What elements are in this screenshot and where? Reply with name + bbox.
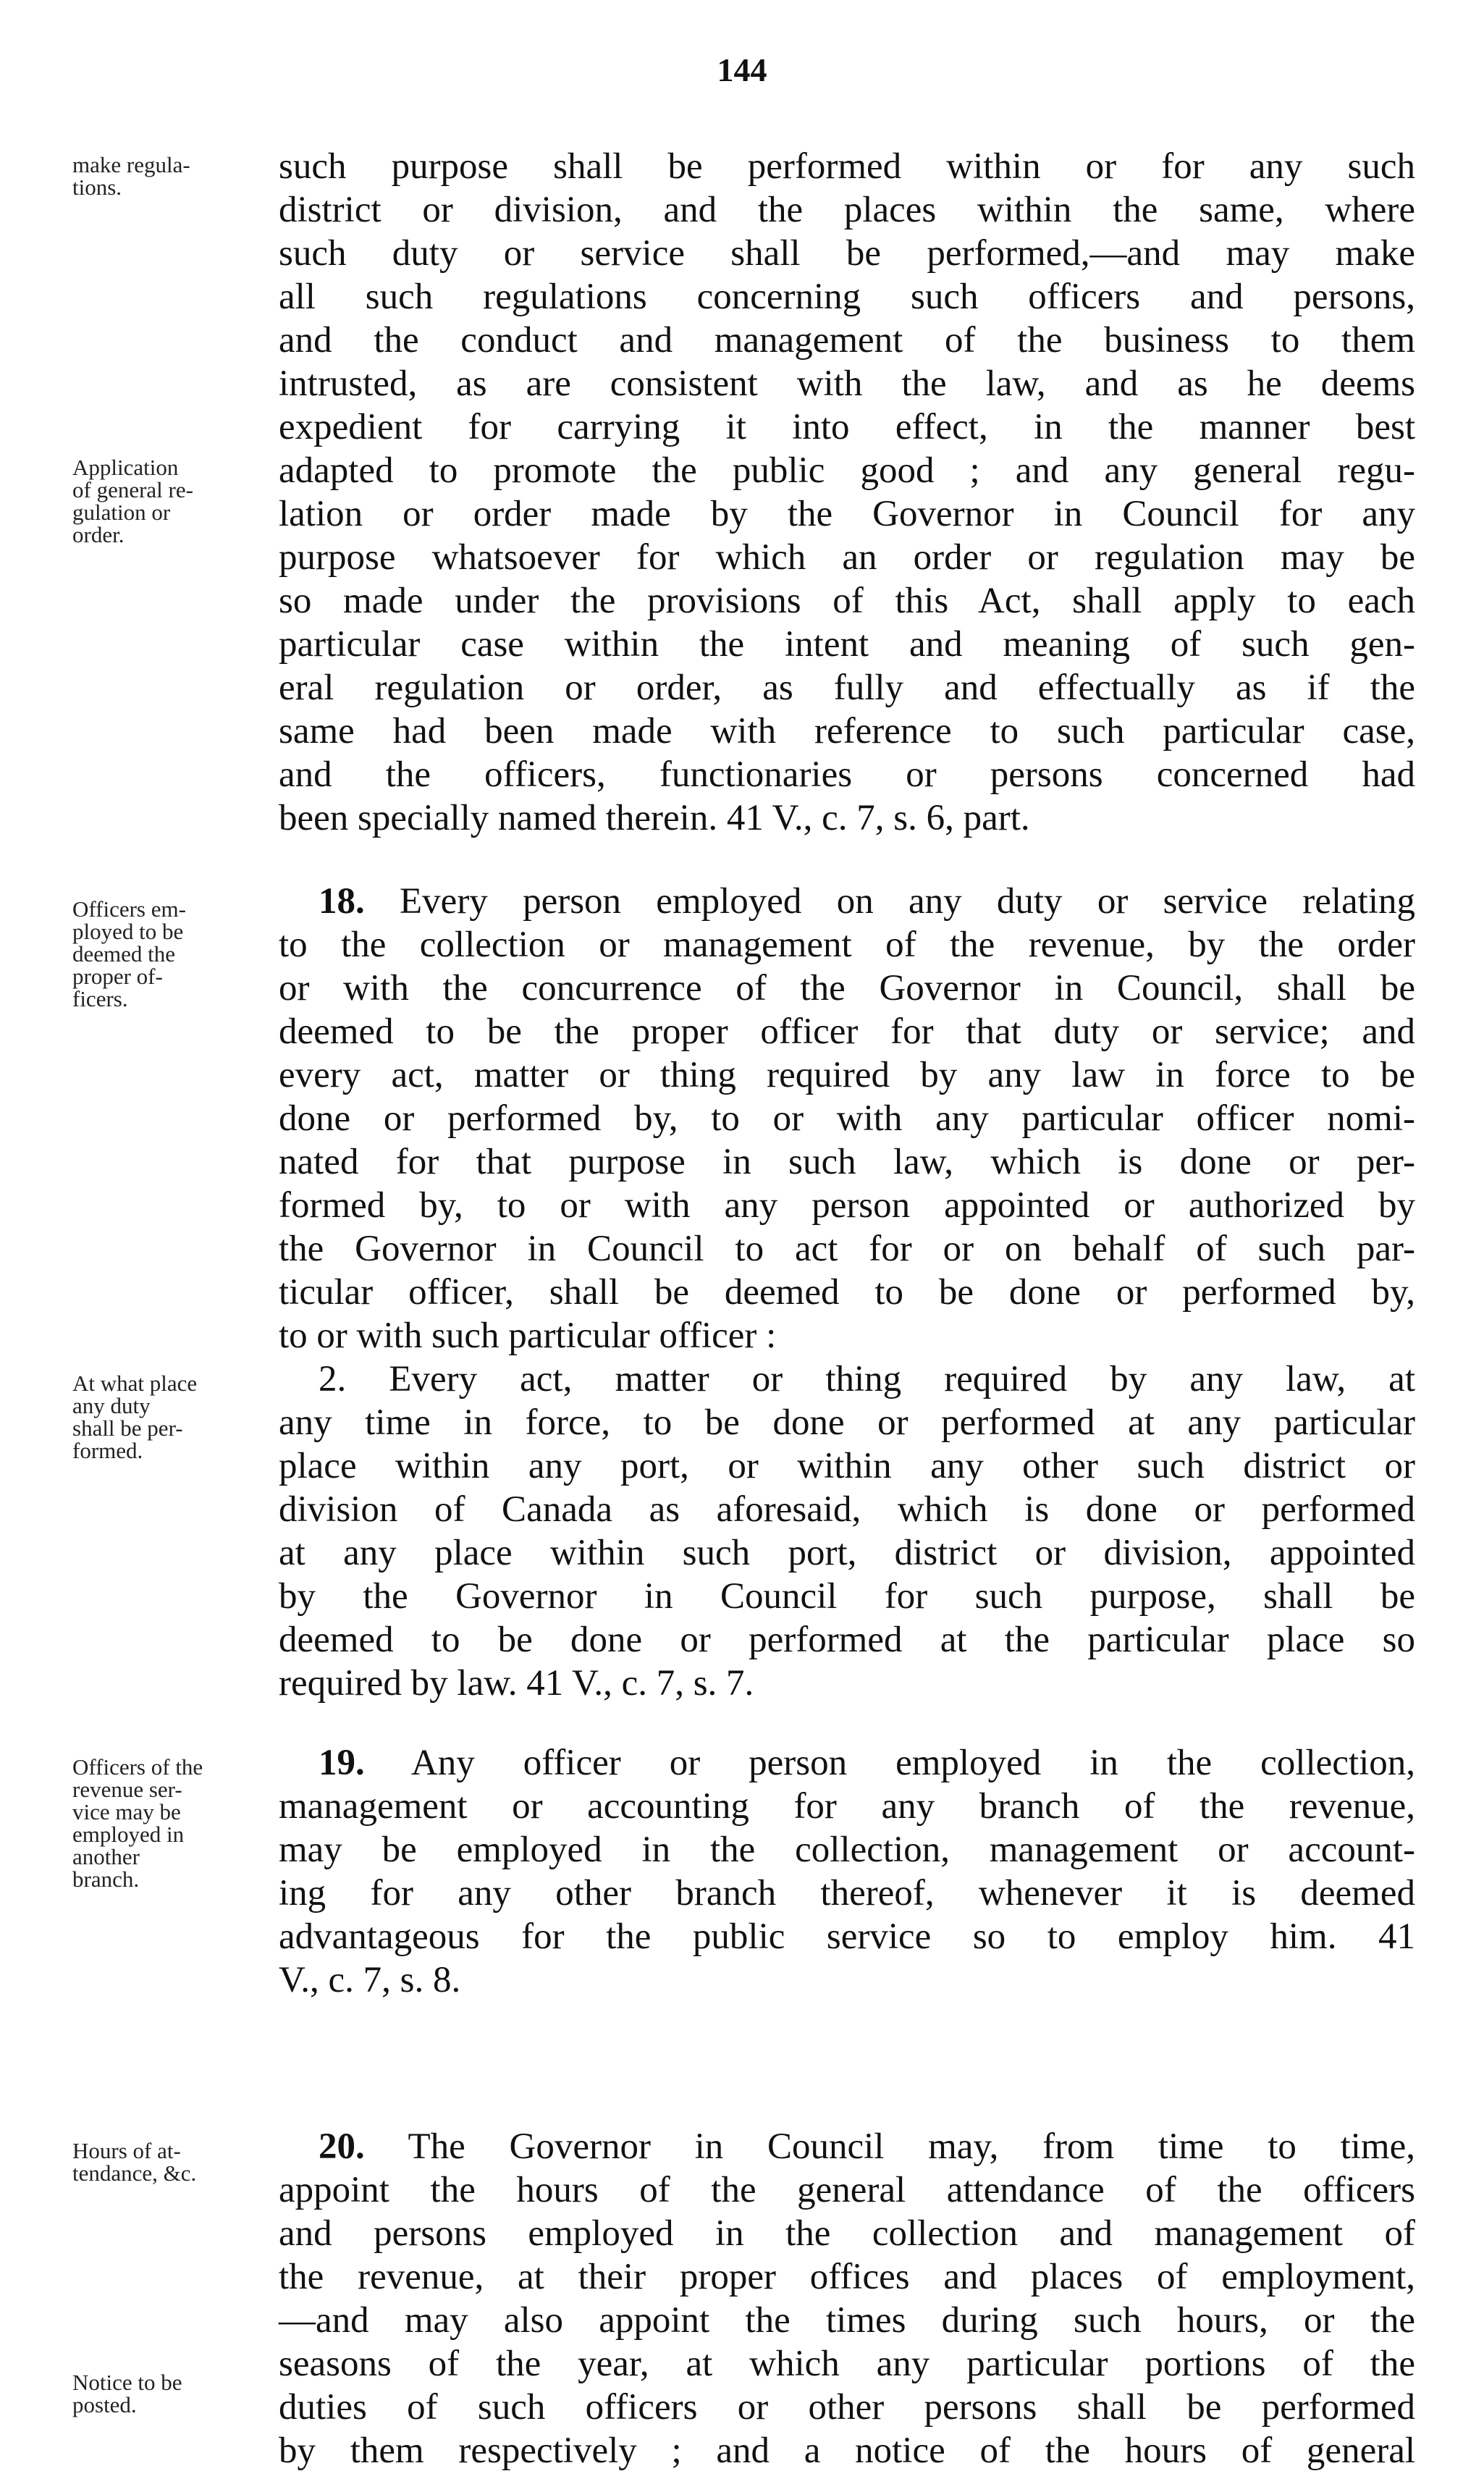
body-line: and the conduct and management of the business to them (279, 320, 1415, 361)
body-line: required by law. 41 V., c. 7, s. 7. (279, 1663, 754, 1704)
section-number: 20. (319, 2126, 365, 2167)
body-line: by the Governor in Council for such purpose, shall be (279, 1576, 1415, 1617)
body-line: and persons employed in the collection and management of (279, 2213, 1415, 2254)
body-line: management or accounting for any branch of the revenue, (279, 1786, 1415, 1827)
body-line: advantageous for the public service so to employ him. 41 (279, 1916, 1415, 1957)
margin-note-officers-revenue: Officers of the revenue ser- vice may be employed in another branch. (72, 1754, 203, 1892)
margin-note-hours: Hours of at- tendance, &c. (72, 2138, 197, 2186)
body-line: to or with such particular officer : (279, 1316, 777, 1356)
body-line: been specially named therein. 41 V., c. 7, s. 6, part. (279, 798, 1030, 838)
section-18-first-line (319, 880, 1415, 923)
body-line: V., c. 7, s. 8. (279, 1960, 461, 2000)
body-line: 2. Every act, matter or thing required by any law, at (319, 1359, 1415, 1399)
section-text: The Governor in Council may, from time to time, (408, 2126, 1415, 2167)
body-line: or with the concurrence of the Governor in Council, shall be (279, 968, 1415, 1009)
margin-note-application: Application of general re- gulation or order. (72, 455, 193, 547)
body-line: formed by, to or with any person appointed or authorized by (279, 1185, 1415, 1226)
body-line: done or performed by, to or with any particular officer nomi- (279, 1098, 1415, 1139)
body-line: division of Canada as aforesaid, which is done or performed (279, 1489, 1415, 1530)
section-number: 18. (319, 881, 365, 922)
body-line: at any place within such port, district or division, appointed (279, 1533, 1415, 1573)
section-text: Any officer or person employed in the collection, (410, 1743, 1415, 1783)
body-line: eral regulation or order, as fully and effectually as if the (279, 668, 1415, 708)
body-line: so made under the provisions of this Act, shall apply to each (279, 581, 1415, 621)
margin-note-at-what-place: At what place any duty shall be per- formed. (72, 1371, 198, 1463)
margin-note-notice: Notice to be posted. (72, 2370, 182, 2417)
section-number: 19. (319, 1743, 365, 1783)
body-line: particular case within the intent and meaning of such gen- (279, 624, 1415, 665)
body-line: adapted to promote the public good ; and any general regu- (279, 450, 1415, 491)
body-line: such duty or service shall be performed,—and may make (279, 233, 1415, 274)
body-line: expedient for carrying it into effect, in the manner best (279, 407, 1415, 447)
body-line: the Governor in Council to act for or on behalf of such par- (279, 1229, 1415, 1269)
body-line: to the collection or management of the revenue, by the order (279, 925, 1415, 965)
body-line: any time in force, to be done or performed at any particular (279, 1402, 1415, 1443)
body-line: —and may also appoint the times during such hours, or the (279, 2300, 1415, 2341)
body-line: by them respectively ; and a notice of the hours of general (279, 2430, 1415, 2471)
body-line: deemed to be done or performed at the particular place so (279, 1620, 1415, 1660)
page-number: 144 (717, 51, 767, 88)
body-line: all such regulations concerning such officers and persons, (279, 277, 1415, 317)
margin-note-officers-employed: Officers em- ployed to be deemed the proper of- ficers. (72, 896, 186, 1011)
body-line: and the officers, functionaries or persons concerned had (279, 754, 1415, 795)
body-line: nated for that purpose in such law, which is done or per- (279, 1142, 1415, 1182)
body-line: deemed to be the proper officer for that duty or service; and (279, 1011, 1415, 1052)
body-line: place within any port, or within any other such district or (279, 1446, 1415, 1486)
section-text: Every person employed on any duty or service relating (400, 881, 1416, 922)
section-20-first-line (319, 2125, 1415, 2168)
body-line: intrusted, as are consistent with the law, and as he deems (279, 363, 1415, 404)
body-line: the revenue, at their proper offices and places of employment, (279, 2257, 1415, 2297)
body-line: purpose whatsoever for which an order or regulation may be (279, 537, 1415, 578)
body-line: district or division, and the places within the same, where (279, 190, 1415, 230)
body-line: ticular officer, shall be deemed to be done or performed by, (279, 1272, 1415, 1313)
body-line: may be employed in the collection, management or account- (279, 1830, 1415, 1870)
body-line: every act, matter or thing required by any law in force to be (279, 1055, 1415, 1095)
margin-note-make-regulations: make regula- tions. (72, 152, 190, 200)
body-line: appoint the hours of the general attendance of the officers (279, 2170, 1415, 2210)
body-line: lation or order made by the Governor in Council for any (279, 494, 1415, 534)
body-line: such purpose shall be performed within or for any such (279, 146, 1415, 187)
body-line: duties of such officers or other persons shall be performed (279, 2387, 1415, 2428)
body-line: ing for any other branch thereof, whenever it is deemed (279, 1873, 1415, 1914)
section-19-first-line (319, 1741, 1415, 1785)
body-line: same had been made with reference to such particular case, (279, 711, 1415, 752)
body-line: seasons of the year, at which any particular portions of the (279, 2344, 1415, 2384)
